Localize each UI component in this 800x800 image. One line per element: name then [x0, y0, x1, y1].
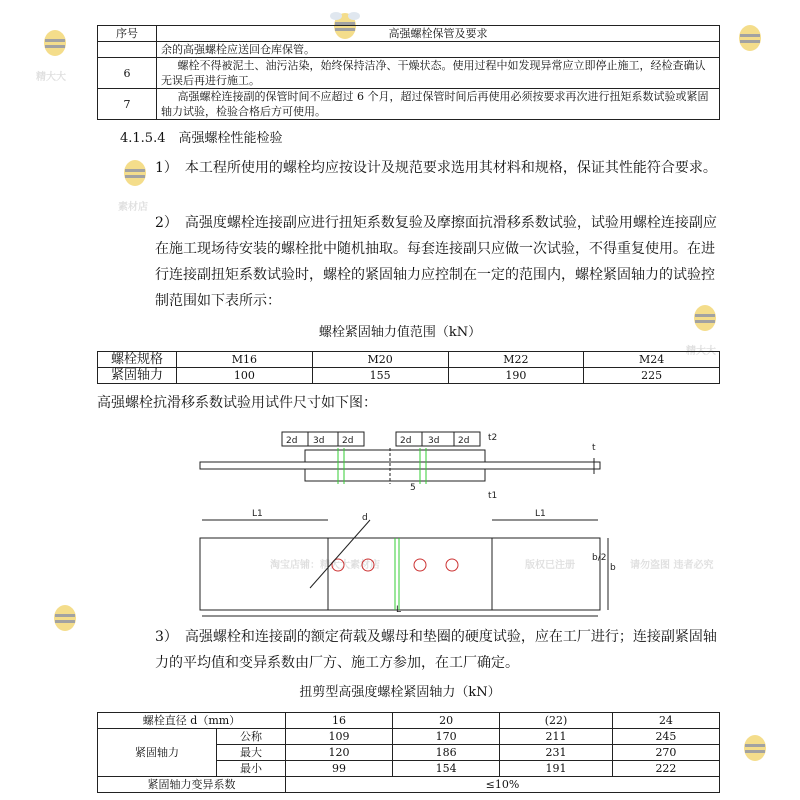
table-row: 紧固轴力 公称 109 170 211 245 [98, 729, 720, 745]
bee-watermark-icon [735, 20, 765, 62]
row-text: 高强螺栓连接副的保管时间不应超过 6 个月，超过保管时间后再使用必须按要求再次进行扭矩系数试验或紧固轴力试验，检验合格后方可使用。 [157, 89, 720, 120]
cover-plate-bottom [305, 469, 485, 481]
table-row [98, 352, 720, 368]
table-row [98, 58, 720, 89]
cover-plate-top [305, 450, 485, 462]
row-label: 公称 [217, 729, 286, 745]
b-label: b [610, 563, 616, 573]
watermark-banner: 请勿盗图 违者必究 [630, 560, 714, 571]
spec-cell: M16 [177, 352, 313, 368]
header-seq: 序号 [98, 26, 157, 42]
group-label: 紧固轴力 [98, 729, 217, 777]
paragraph-3: 3） 高强螺栓和连接副的额定荷载及螺母和垫圈的硬度试验，应在工厂进行；连接副紧固轴力的平均值和变异系数由厂方、施工方参加，在工厂确定。 [155, 629, 717, 671]
bolt-force-range-table [97, 351, 720, 384]
row-label: 最小 [217, 761, 286, 777]
diameter-cell: 24 [612, 713, 719, 729]
torshear-bolt-force-table [97, 712, 720, 793]
d-label: d [362, 513, 368, 523]
row-label: 最大 [217, 745, 286, 761]
storage-requirements-table [97, 25, 720, 120]
header-label: 螺栓直径 d（mm） [98, 713, 286, 729]
dim-label: 3d [313, 436, 325, 446]
dim-label: 3d [428, 436, 440, 446]
watermark-brand: 精大大 [686, 346, 716, 357]
watermark-brand: 素材店 [118, 202, 148, 213]
cv-value: ≤10% [286, 777, 720, 793]
cv-label: 紧固轴力变异系数 [98, 777, 286, 793]
dim-label: 2d [400, 436, 412, 446]
row-text: 余的高强螺栓应送回仓库保管。 [157, 42, 720, 58]
dim-label: 2d [286, 436, 298, 446]
table3-caption: 扭剪型高强度螺栓紧固轴力（kN） [299, 685, 501, 700]
row-label: 紧固轴力 [98, 368, 177, 384]
table-header-row [98, 713, 720, 729]
bee-watermark-icon [40, 25, 70, 67]
diameter-cell: 16 [286, 713, 393, 729]
row-number: 6 [98, 58, 157, 89]
t-label: t [592, 443, 596, 453]
bee-watermark-icon [740, 730, 770, 772]
table2-caption: 螺栓紧固轴力值范围（kN） [318, 325, 482, 340]
plate-plan [200, 538, 600, 610]
figure-caption: 高强螺栓抗滑移系数试验用试件尺寸如下图： [97, 395, 377, 411]
t2-label: t2 [488, 433, 498, 443]
spec-cell: M22 [448, 352, 584, 368]
spec-cell: M24 [584, 352, 720, 368]
header-title: 高强螺栓保管及要求 [157, 26, 720, 42]
row-text: 螺栓不得被泥土、油污沾染，始终保持洁净、干燥状态。使用过程中如发现异常应立即停止施工，经检查确认无误后再进行施工。 [157, 58, 720, 89]
specimen-drawing [190, 420, 620, 620]
diameter-cell: 20 [393, 713, 500, 729]
force-cell: 100 [177, 368, 313, 384]
watermark-banner: 版权已注册 [525, 560, 575, 571]
diameter-leader [310, 520, 370, 588]
paragraph-1: 1） 本工程所使用的螺栓均应按设计及规范要求选用其材料和规格，保证其性能符合要求。 [155, 160, 717, 176]
t1-label: t1 [488, 491, 498, 501]
L1-left-label: L1 [252, 509, 263, 519]
watermark-banner: 淘宝店铺：精大大素材店 [270, 560, 380, 571]
row-number: 7 [98, 89, 157, 120]
dim-label: 2d [458, 436, 470, 446]
table-row: 最小 99 154 191 222 [98, 761, 720, 777]
L-label: L [396, 605, 402, 615]
dim-label: 2d [342, 436, 354, 446]
table-row [98, 777, 720, 793]
table-row [98, 42, 720, 58]
force-cell: 225 [584, 368, 720, 384]
force-cell: 155 [312, 368, 448, 384]
main-plate [200, 462, 600, 469]
table-row [98, 89, 720, 120]
table-header-row [98, 26, 720, 42]
b-half-label: b/2 [592, 553, 607, 563]
bee-watermark-icon [50, 600, 80, 642]
gap-label: 5 [410, 483, 416, 493]
L1-right-label: L1 [535, 509, 546, 519]
diameter-cell: (22) [500, 713, 613, 729]
cover-plate-plan [328, 538, 492, 610]
section-heading: 4.1.5.4 高强螺栓性能检验 [120, 131, 283, 146]
paragraph-2: 2） 高强度螺栓连接副应进行扭矩系数复验及摩擦面抗滑移系数试验，试验用螺栓连接副应在施工现场待安装的螺栓批中随机抽取。每套连接副只应做一次试验，不得重复使用。在进行连接副扭矩系数试验时，螺栓的紧固轴力应控制在一定的范围内，螺栓紧固轴力的试验控制范围如下表所示： [155, 215, 717, 309]
dimension-boxes [282, 432, 480, 446]
row-label: 螺栓规格 [98, 352, 177, 368]
spec-cell: M20 [312, 352, 448, 368]
watermark-brand: 精大大 [36, 72, 66, 83]
force-cell: 190 [448, 368, 584, 384]
table-row [98, 368, 720, 384]
bee-watermark-icon [120, 155, 150, 197]
table-row: 最大 120 186 231 270 [98, 745, 720, 761]
